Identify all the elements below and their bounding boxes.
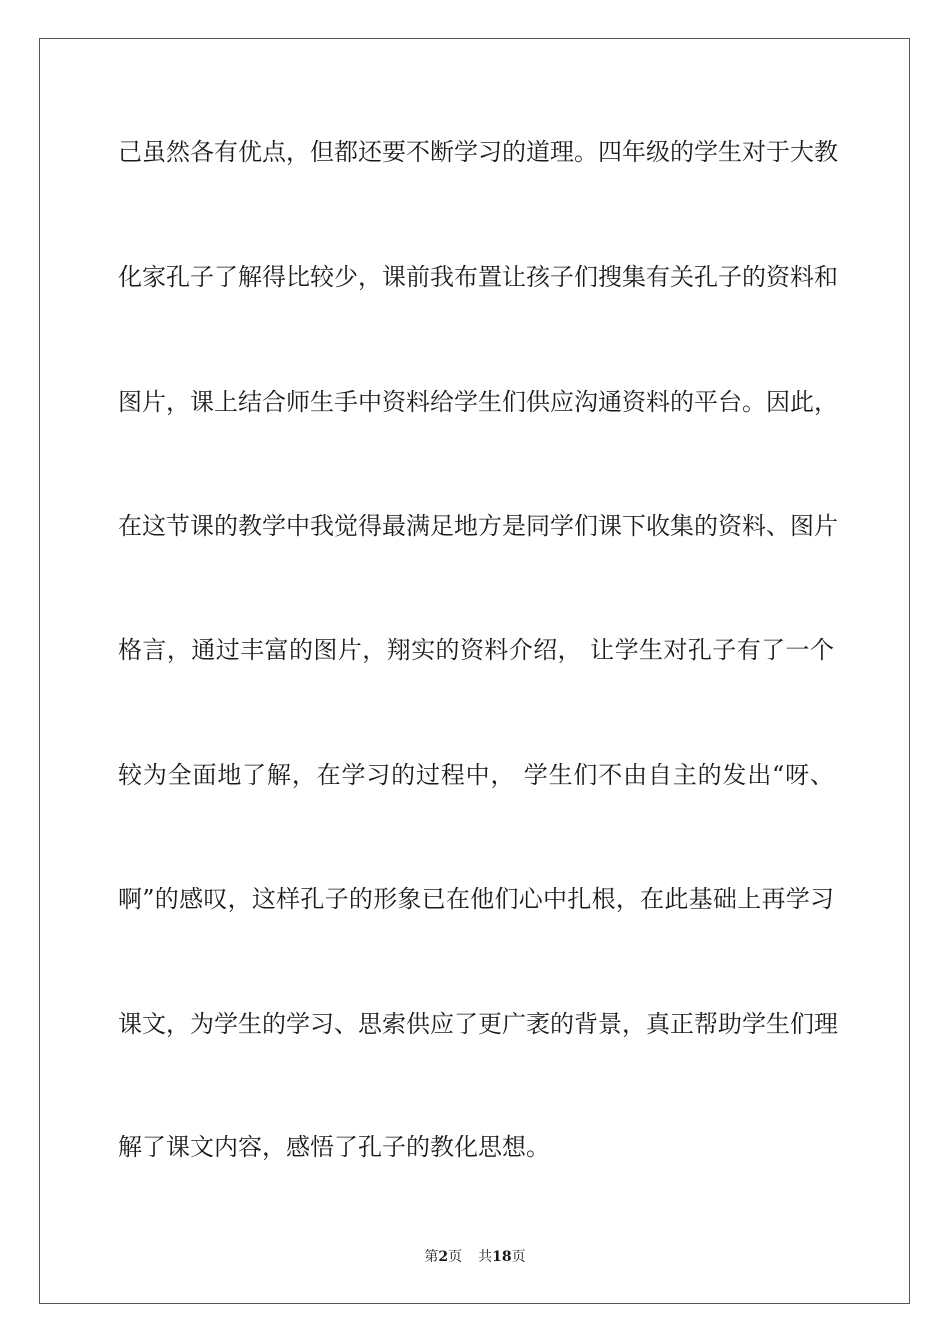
page-footer: [0, 1248, 950, 1266]
total-pages: 18: [492, 1249, 512, 1265]
text-line-8: 课文，为学生的学习、思索供应了更广袤的背景，真正帮助学生们理: [118, 1010, 838, 1038]
page-suffix: 页: [448, 1249, 463, 1265]
text-line-6: 较为全面地了解，在学习的过程中， 学生们不由自主的发出“呀、: [118, 761, 834, 789]
total-suffix: 页: [511, 1249, 526, 1265]
page-frame: [39, 38, 910, 1304]
text-line-4: 在这节课的教学中我觉得最满足地方是同学们课下收集的资料、图片: [118, 512, 838, 540]
text-line-2: 化家孔子了解得比较少，课前我布置让孩子们搜集有关孔子的资料和: [118, 263, 838, 291]
text-line-1: 己虽然各有优点，但都还要不断学习的道理。四年级的学生对于大教: [118, 138, 838, 166]
text-line-3: 图片，课上结合师生手中资料给学生们供应沟通资料的平台。因此，: [118, 388, 838, 416]
total-prefix: 共: [478, 1249, 493, 1265]
text-line-7: 啊”的感叹，这样孔子的形象已在他们心中扎根，在此基础上再学习: [118, 885, 834, 913]
text-line-9: 解了课文内容，感悟了孔子的教化思想。: [118, 1133, 550, 1161]
text-line-5: 格言，通过丰富的图片，翔实的资料介绍， 让学生对孔子有了一个: [118, 636, 834, 664]
page-prefix: 第: [424, 1249, 439, 1265]
page-number: 2: [438, 1249, 449, 1265]
